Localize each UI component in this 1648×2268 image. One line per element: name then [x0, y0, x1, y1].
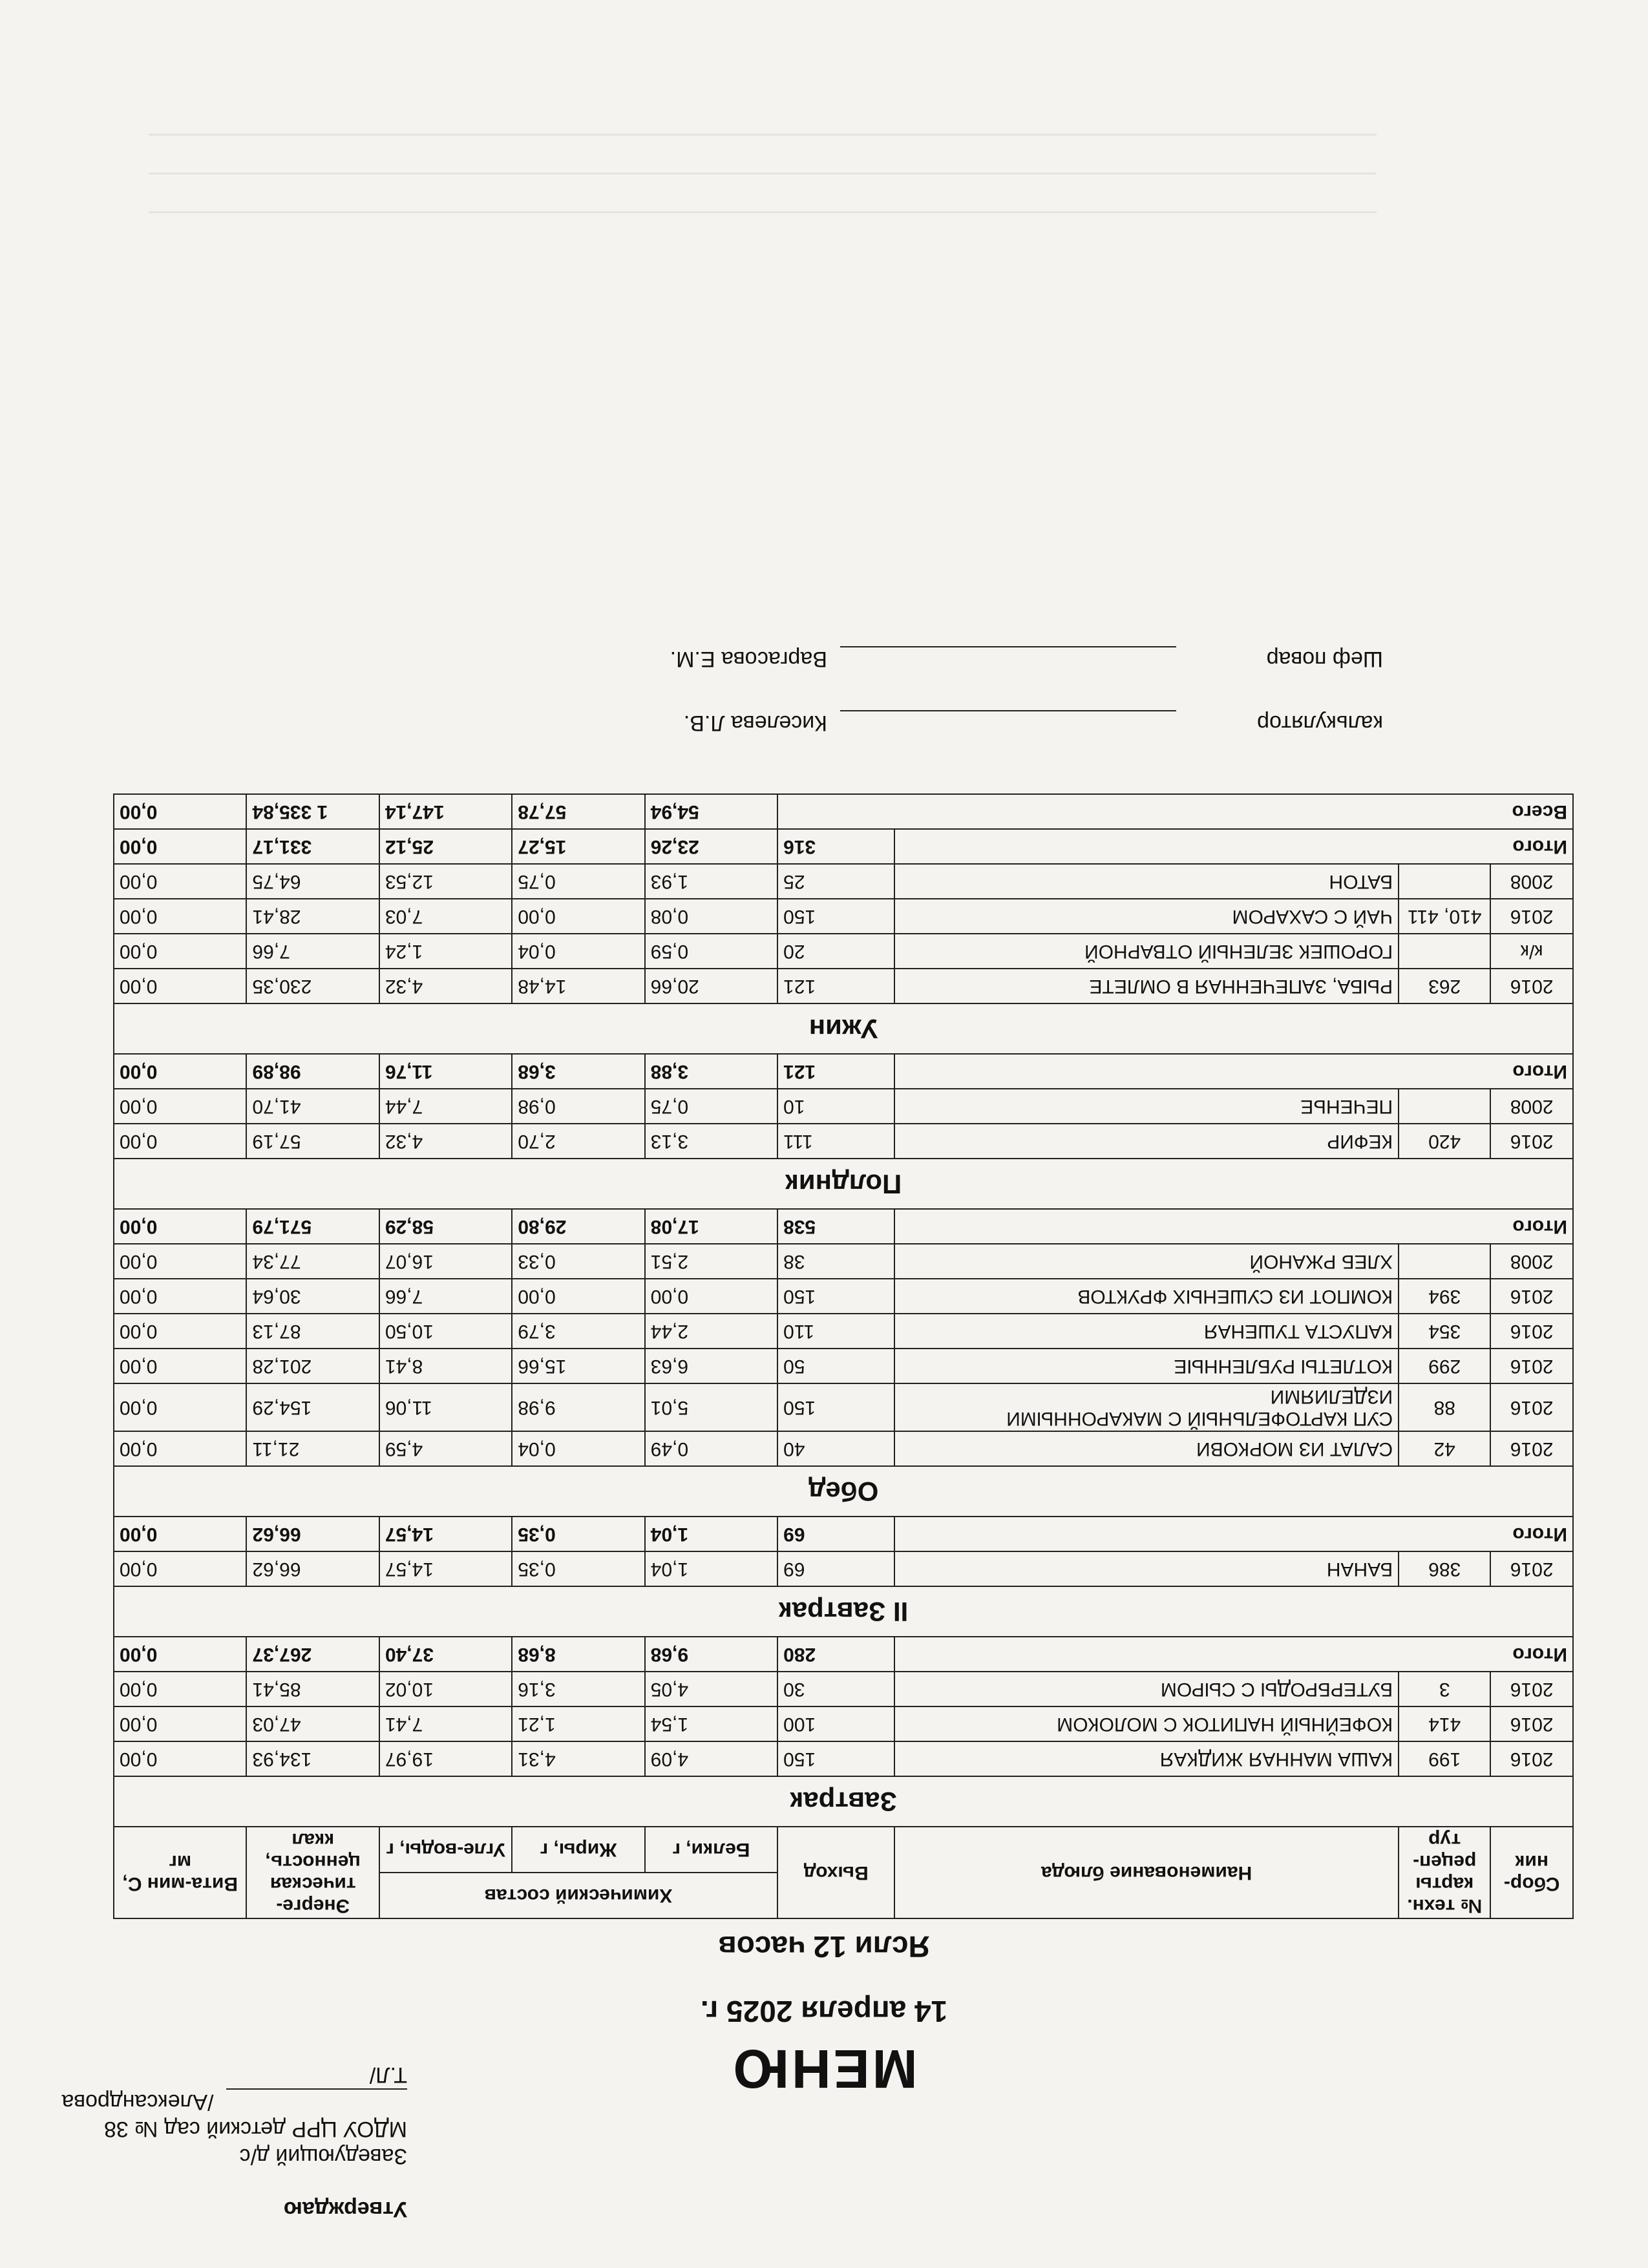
cell-protein: 0,75: [645, 1089, 777, 1124]
cell-card-number: 354: [1399, 1314, 1490, 1349]
total-carbs: 58,29: [379, 1209, 512, 1244]
cell-carbs: 10,02: [379, 1672, 512, 1706]
cell-dish-name: КАПУСТА ТУШЕНАЯ: [894, 1314, 1399, 1349]
total-label: Итого: [894, 1054, 1573, 1089]
cell-protein: 5,01: [645, 1383, 777, 1431]
cell-protein: 4,09: [645, 1741, 777, 1776]
cell-dish-name: КЕФИР: [894, 1124, 1399, 1159]
menu-table-body: [114, 794, 1573, 1827]
cell-carbs: 14,57: [379, 1551, 512, 1586]
cell-protein: 2,44: [645, 1314, 777, 1349]
cell-card-number: 263: [1399, 969, 1490, 1003]
signature-role: Шеф повар: [1266, 647, 1383, 671]
grand-total-fat: 57,78: [512, 794, 644, 829]
total-row: [114, 1209, 1573, 1244]
cell-vitamin: 0,00: [114, 1383, 246, 1431]
total-label: Итого: [894, 1209, 1573, 1244]
cell-protein: 6,63: [645, 1349, 777, 1383]
header-dish-name: Наименование блюда: [894, 1827, 1399, 1918]
cell-card-number: 420: [1399, 1124, 1490, 1159]
header-source: Сбор-ник: [1490, 1827, 1573, 1918]
cell-protein: 4,05: [645, 1672, 777, 1706]
cell-card-number: 410, 411: [1399, 899, 1490, 934]
cell-dish-name: ЧАЙ С САХАРОМ: [894, 899, 1399, 934]
cell-card-number: 414: [1399, 1706, 1490, 1741]
cell-fat: 15,66: [512, 1349, 644, 1383]
section-header-row: [114, 1003, 1573, 1054]
cell-fat: 1,21: [512, 1706, 644, 1741]
cell-dish-name: СУП КАРТОФЕЛЬНЫЙ С МАКАРОННЫМИ ИЗДЕЛИЯМИ: [894, 1383, 1399, 1431]
signature-name: Киселева Л.В.: [683, 711, 827, 735]
cell-fat: 14,48: [512, 969, 644, 1003]
cell-vitamin: 0,00: [114, 1672, 246, 1706]
section-title: Обед: [114, 1466, 1573, 1517]
table-row: [114, 1741, 1573, 1776]
total-portion: 280: [777, 1637, 894, 1672]
cell-portion: 69: [777, 1551, 894, 1586]
table-row: [114, 864, 1573, 899]
total-protein: 3,88: [645, 1054, 777, 1089]
signatures: [478, 646, 1383, 793]
total-vitamin: 0,00: [114, 1637, 246, 1672]
cell-portion: 110: [777, 1314, 894, 1349]
total-portion: 538: [777, 1209, 894, 1244]
table-row: [114, 1672, 1573, 1706]
grand-total-vitamin: 0,00: [114, 794, 246, 829]
cell-card-number: 42: [1399, 1431, 1490, 1466]
cell-vitamin: 0,00: [114, 1741, 246, 1776]
cell-carbs: 4,32: [379, 1124, 512, 1159]
cell-energy: 201,28: [246, 1349, 379, 1383]
header-carbs: Угле-воды, г: [379, 1827, 512, 1873]
cell-portion: 111: [777, 1124, 894, 1159]
cell-portion: 20: [777, 934, 894, 969]
header-vitamin: Вита-мин С, мг: [114, 1827, 246, 1918]
cell-protein: 0,08: [645, 899, 777, 934]
cell-card-number: 199: [1399, 1741, 1490, 1776]
cell-protein: 20,66: [645, 969, 777, 1003]
cell-portion: 40: [777, 1431, 894, 1466]
header-energy: Энерге-тическая ценность, ккал: [246, 1827, 379, 1918]
cell-card-number: 3: [1399, 1672, 1490, 1706]
total-protein: 1,04: [645, 1517, 777, 1551]
menu-table: [113, 793, 1574, 1919]
section-title: Ужин: [114, 1003, 1573, 1054]
cell-source: 2016: [1490, 1741, 1573, 1776]
cell-protein: 1,54: [645, 1706, 777, 1741]
cell-carbs: 12,53: [379, 864, 512, 899]
cell-carbs: 7,41: [379, 1706, 512, 1741]
cell-energy: 21,11: [246, 1431, 379, 1466]
cell-vitamin: 0,00: [114, 1279, 246, 1314]
cell-protein: 3,13: [645, 1124, 777, 1159]
cell-card-number: 88: [1399, 1383, 1490, 1431]
cell-dish-name: БУТЕРБРОДЫ С СЫРОМ: [894, 1672, 1399, 1706]
cell-carbs: 7,03: [379, 899, 512, 934]
cell-fat: 0,75: [512, 864, 644, 899]
grand-total-energy: 1 335,84: [246, 794, 379, 829]
total-label: Итого: [894, 1517, 1573, 1551]
cell-dish-name: РЫБА, ЗАПЕЧЕННАЯ В ОМЛЕТЕ: [894, 969, 1399, 1003]
table-header-row: [114, 1873, 1573, 1918]
section-header-row: [114, 1586, 1573, 1637]
table-row: [114, 1349, 1573, 1383]
cell-portion: 121: [777, 969, 894, 1003]
approval-title: Утверждаю: [283, 2197, 407, 2221]
section-title: Полдник: [114, 1159, 1573, 1209]
total-energy: 66,62: [246, 1517, 379, 1551]
cell-fat: 0,00: [512, 1279, 644, 1314]
cell-energy: 77,34: [246, 1244, 379, 1279]
section-title: Завтрак: [114, 1776, 1573, 1827]
cell-vitamin: 0,00: [114, 1431, 246, 1466]
cell-source: 2016: [1490, 1672, 1573, 1706]
signature-name: Варгасова Е.М.: [670, 647, 827, 671]
header-protein: Белки, г: [645, 1827, 777, 1873]
cell-energy: 66,62: [246, 1551, 379, 1586]
cell-fat: 3,79: [512, 1314, 644, 1349]
page-title: МЕНЮ: [730, 2039, 918, 2099]
cell-dish-name: БАНАН: [894, 1551, 1399, 1586]
cell-source: 2016: [1490, 1124, 1573, 1159]
cell-portion: 150: [777, 1279, 894, 1314]
cell-source: 2016: [1490, 1383, 1573, 1431]
section-header-row: [114, 1776, 1573, 1827]
table-row: [114, 1314, 1573, 1349]
cell-fat: 0,33: [512, 1244, 644, 1279]
total-energy: 331,17: [246, 829, 379, 864]
table-row: [114, 969, 1573, 1003]
table-row: [114, 1431, 1573, 1466]
cell-portion: 50: [777, 1349, 894, 1383]
total-vitamin: 0,00: [114, 1209, 246, 1244]
total-vitamin: 0,00: [114, 1517, 246, 1551]
section-header-row: [114, 1159, 1573, 1209]
header-portion: Выход: [777, 1827, 894, 1918]
cell-vitamin: 0,00: [114, 1089, 246, 1124]
cell-card-number: 394: [1399, 1279, 1490, 1314]
cell-protein: 0,00: [645, 1279, 777, 1314]
cell-dish-name: КОМПОТ ИЗ СУШЕНЫХ ФРУКТОВ: [894, 1279, 1399, 1314]
header-recipe-label: рецеп-тур: [1413, 1829, 1477, 1873]
cell-source: 2016: [1490, 1279, 1573, 1314]
cell-carbs: 8,41: [379, 1349, 512, 1383]
menu-group: Ясли 12 часов: [718, 1930, 930, 1964]
cell-vitamin: 0,00: [114, 934, 246, 969]
cell-fat: 0,04: [512, 934, 644, 969]
approval-signer: /Александрова Т.Л/: [61, 2063, 407, 2114]
total-energy: 267,37: [246, 1637, 379, 1672]
total-row: [114, 829, 1573, 864]
cell-energy: 87,13: [246, 1314, 379, 1349]
cell-fat: 0,98: [512, 1089, 644, 1124]
table-row: [114, 1551, 1573, 1586]
cell-source: 2016: [1490, 969, 1573, 1003]
header-fat: Жиры, г: [512, 1827, 644, 1873]
cell-carbs: 16,07: [379, 1244, 512, 1279]
cell-energy: 28,41: [246, 899, 379, 934]
cell-card-number: [1399, 934, 1490, 969]
cell-energy: 154,29: [246, 1383, 379, 1431]
cell-portion: 150: [777, 1741, 894, 1776]
cell-carbs: 19,97: [379, 1741, 512, 1776]
cell-dish-name: КОФЕЙНЫЙ НАПИТОК С МОЛОКОМ: [894, 1706, 1399, 1741]
cell-card-number: 386: [1399, 1551, 1490, 1586]
cell-dish-name: БАТОН: [894, 864, 1399, 899]
bleed-through-line: [149, 211, 1377, 213]
cell-energy: 30,64: [246, 1279, 379, 1314]
cell-protein: 1,93: [645, 864, 777, 899]
cell-vitamin: 0,00: [114, 864, 246, 899]
cell-card-number: [1399, 1089, 1490, 1124]
cell-carbs: 1,24: [379, 934, 512, 969]
total-portion: 69: [777, 1517, 894, 1551]
cell-energy: 41,70: [246, 1089, 379, 1124]
cell-vitamin: 0,00: [114, 899, 246, 934]
total-fat: 15,27: [512, 829, 644, 864]
total-protein: 17,08: [645, 1209, 777, 1244]
cell-fat: 9,98: [512, 1383, 644, 1431]
cell-source: 2016: [1490, 1706, 1573, 1741]
table-row: [114, 1089, 1573, 1124]
cell-vitamin: 0,00: [114, 1244, 246, 1279]
total-energy: 98,89: [246, 1054, 379, 1089]
approval-position: Заведующий д/с: [239, 2144, 407, 2168]
cell-portion: 150: [777, 1383, 894, 1431]
cell-portion: 100: [777, 1706, 894, 1741]
cell-portion: 38: [777, 1244, 894, 1279]
cell-source: 2016: [1490, 1431, 1573, 1466]
signature-row: [478, 646, 1383, 671]
cell-protein: 0,59: [645, 934, 777, 969]
cell-energy: 7,66: [246, 934, 379, 969]
cell-portion: 30: [777, 1672, 894, 1706]
total-row: [114, 1637, 1573, 1672]
signature-role: калькулятор: [1257, 711, 1383, 735]
total-energy: 571,79: [246, 1209, 379, 1244]
cell-protein: 1,04: [645, 1551, 777, 1586]
total-carbs: 25,12: [379, 829, 512, 864]
total-fat: 0,35: [512, 1517, 644, 1551]
table-row: [114, 1706, 1573, 1741]
cell-source: 2008: [1490, 1244, 1573, 1279]
table-row: [114, 1383, 1573, 1431]
cell-fat: 0,35: [512, 1551, 644, 1586]
total-vitamin: 0,00: [114, 829, 246, 864]
table-row: [114, 1244, 1573, 1279]
total-protein: 23,26: [645, 829, 777, 864]
cell-energy: 85,41: [246, 1672, 379, 1706]
total-fat: 8,68: [512, 1637, 644, 1672]
total-row: [114, 1517, 1573, 1551]
cell-source: 2016: [1490, 1551, 1573, 1586]
cell-carbs: 4,59: [379, 1431, 512, 1466]
cell-dish-name: ГОРОШЕК ЗЕЛЕНЫЙ ОТВАРНОЙ: [894, 934, 1399, 969]
section-header-row: [114, 1466, 1573, 1517]
table-row: [114, 934, 1573, 969]
cell-card-number: 299: [1399, 1349, 1490, 1383]
cell-energy: 47,03: [246, 1706, 379, 1741]
total-fat: 3,68: [512, 1054, 644, 1089]
grand-total-row: [114, 794, 1573, 829]
cell-vitamin: 0,00: [114, 1314, 246, 1349]
cell-vitamin: 0,00: [114, 1706, 246, 1741]
total-fat: 29,80: [512, 1209, 644, 1244]
cell-portion: 150: [777, 899, 894, 934]
header-chemical: Химический состав: [379, 1873, 777, 1918]
total-row: [114, 1054, 1573, 1089]
cell-dish-name: ХЛЕБ РЖАНОЙ: [894, 1244, 1399, 1279]
cell-carbs: 10,50: [379, 1314, 512, 1349]
cell-energy: 64,75: [246, 864, 379, 899]
table-row: [114, 1279, 1573, 1314]
cell-source: 2016: [1490, 1314, 1573, 1349]
cell-source: 2016: [1490, 899, 1573, 934]
cell-vitamin: 0,00: [114, 1124, 246, 1159]
signature-line: [840, 646, 1176, 667]
header-card-number: [1399, 1827, 1490, 1918]
grand-total-protein: 54,94: [645, 794, 777, 829]
total-protein: 9,68: [645, 1637, 777, 1672]
cell-fat: 3,16: [512, 1672, 644, 1706]
table-row: [114, 899, 1573, 934]
cell-card-number: [1399, 864, 1490, 899]
cell-energy: 134,93: [246, 1741, 379, 1776]
signature-line: [840, 710, 1176, 731]
grand-total-label: Всего: [777, 794, 1573, 829]
cell-dish-name: КОТЛЕТЫ РУБЛЕННЫЕ: [894, 1349, 1399, 1383]
cell-vitamin: 0,00: [114, 1551, 246, 1586]
cell-source: к/к: [1490, 934, 1573, 969]
cell-dish-name: КАША МАННАЯ ЖИДКАЯ: [894, 1741, 1399, 1776]
cell-carbs: 4,32: [379, 969, 512, 1003]
cell-dish-name: ПЕЧЕНЬЕ: [894, 1089, 1399, 1124]
cell-carbs: 11,06: [379, 1383, 512, 1431]
cell-card-number: [1399, 1244, 1490, 1279]
total-carbs: 11,76: [379, 1054, 512, 1089]
total-portion: 316: [777, 829, 894, 864]
total-carbs: 14,57: [379, 1517, 512, 1551]
cell-vitamin: 0,00: [114, 969, 246, 1003]
total-label: Итого: [894, 1637, 1573, 1672]
cell-protein: 0,49: [645, 1431, 777, 1466]
bleed-through-line: [149, 134, 1377, 136]
bleed-through-line: [149, 173, 1377, 174]
cell-fat: 2,70: [512, 1124, 644, 1159]
cell-fat: 0,04: [512, 1431, 644, 1466]
total-portion: 121: [777, 1054, 894, 1089]
menu-date: 14 апреля 2025 г.: [700, 1995, 948, 2028]
cell-portion: 25: [777, 864, 894, 899]
approval-organization: МДОУ ЦРР детский сад № 38: [103, 2117, 407, 2141]
cell-vitamin: 0,00: [114, 1349, 246, 1383]
total-carbs: 37,40: [379, 1637, 512, 1672]
cell-dish-name: САЛАТ ИЗ МОРКОВИ: [894, 1431, 1399, 1466]
table-row: [114, 1124, 1573, 1159]
total-vitamin: 0,00: [114, 1054, 246, 1089]
cell-energy: 57,19: [246, 1124, 379, 1159]
header-card-number-label: № техн. карты: [1407, 1873, 1483, 1916]
cell-source: 2016: [1490, 1349, 1573, 1383]
cell-fat: 4,31: [512, 1741, 644, 1776]
cell-protein: 2,51: [645, 1244, 777, 1279]
grand-total-carbs: 147,14: [379, 794, 512, 829]
cell-source: 2008: [1490, 1089, 1573, 1124]
cell-fat: 0,00: [512, 899, 644, 934]
cell-carbs: 7,66: [379, 1279, 512, 1314]
cell-source: 2008: [1490, 864, 1573, 899]
cell-portion: 10: [777, 1089, 894, 1124]
cell-energy: 230,35: [246, 969, 379, 1003]
cell-carbs: 7,44: [379, 1089, 512, 1124]
total-label: Итого: [894, 829, 1573, 864]
section-title: II Завтрак: [114, 1586, 1573, 1637]
signature-row: [478, 710, 1383, 735]
